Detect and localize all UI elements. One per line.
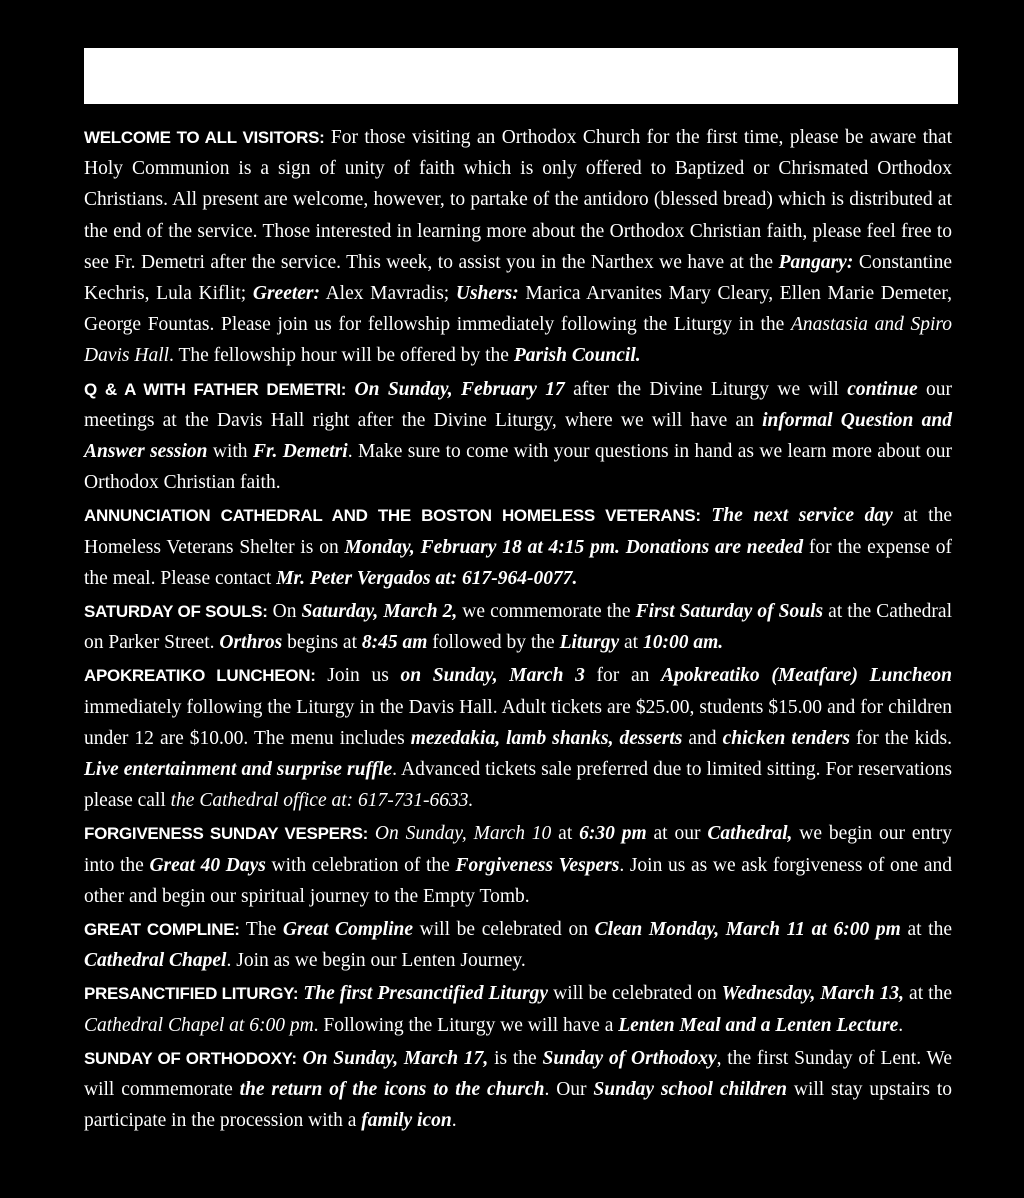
body-text xyxy=(368,823,375,844)
body-text: at the Homeless Veterans Shelter is on xyxy=(84,505,953,558)
announcement-heading: PRESANCTIFIED LITURGY: xyxy=(84,984,299,1004)
emphasis-text: Forgiveness Vespers xyxy=(455,854,620,876)
emphasis-text: chicken tenders xyxy=(722,727,850,749)
emphasis-text: Sunday of Orthodoxy xyxy=(542,1047,717,1069)
body-text: . Our xyxy=(544,1079,594,1101)
emphasis-text: Pangary: xyxy=(778,251,854,273)
body-text: at xyxy=(619,632,643,654)
announcement-paragraph xyxy=(84,596,952,658)
header-banner xyxy=(84,48,958,104)
announcement-heading: SATURDAY OF SOULS: xyxy=(84,602,268,622)
emphasis-text: Cathedral Chapel xyxy=(84,950,227,972)
announcement-heading: GREAT COMPLINE: xyxy=(84,920,240,940)
emphasis-text: The next service day xyxy=(711,505,893,527)
announcement-heading: FORGIVENESS SUNDAY VESPERS: xyxy=(84,824,369,844)
announcement-paragraph xyxy=(84,818,952,912)
emphasis-text: On Sunday, March 17, xyxy=(302,1047,489,1069)
emphasis-text: mezedakia, lamb shanks, desserts xyxy=(410,727,683,749)
body-text: . xyxy=(451,1110,457,1132)
body-text: . Join as we begin our Lenten Journey. xyxy=(226,950,526,972)
announcement-paragraph xyxy=(84,1043,952,1137)
emphasis-text: Parish Council. xyxy=(513,345,641,367)
emphasis-text: The first Presanctified Liturgy xyxy=(303,983,549,1005)
emphasis-text: informal Question and Answer session xyxy=(84,409,952,463)
emphasis-text: Clean Monday, March 11 at 6:00 pm xyxy=(594,919,901,941)
body-text: . Advanced tickets sale preferred due to limited sitting. For reservations please call xyxy=(84,759,952,812)
announcement-heading: SUNDAY OF ORTHODOXY: xyxy=(84,1048,297,1068)
emphasis-text: Apokreatiko (Meatfare) Luncheon xyxy=(661,665,952,687)
body-text: immediately following the Liturgy in the Davis Hall. Adult tickets are $25.00, students $15.00 and for children under 12 are $10.00. The menu includes xyxy=(84,696,952,749)
emphasis-text: the Cathedral office at: 617-731-6633. xyxy=(170,790,474,812)
body-text: . Join us as we ask forgiveness of one and other and begin our spiritual journey to the Empty Tomb. xyxy=(84,854,952,907)
emphasis-text: Anastasia and Spiro Davis Hall xyxy=(84,314,952,367)
emphasis-text: Cathedral Chapel at 6:00 pm xyxy=(84,1014,314,1036)
emphasis-text: Sunday school children xyxy=(593,1079,787,1101)
body-text: at the xyxy=(904,983,952,1005)
emphasis-text: Great 40 Days xyxy=(149,854,266,876)
body-text: with xyxy=(207,441,253,463)
emphasis-text: Live entertainment and surprise ruffle xyxy=(84,759,393,781)
announcement-heading: ANNUNCIATION CATHEDRAL AND THE BOSTON HOMELESS VETERANS: xyxy=(84,506,701,526)
body-text: for the kids. xyxy=(849,727,952,749)
body-text: Alex Mavradis; xyxy=(320,283,456,305)
body-text: will stay upstairs to participate in the procession with a xyxy=(84,1079,953,1132)
body-text: . The fellowship hour will be offered by the xyxy=(169,345,514,367)
announcement-paragraph xyxy=(84,122,952,372)
body-text: The xyxy=(239,919,283,941)
emphasis-text: Saturday, March 2, xyxy=(301,601,458,623)
emphasis-text: on Sunday, March 3 xyxy=(400,665,585,687)
body-text: for the expense of the meal. Please contact xyxy=(84,536,952,589)
announcement-heading: WELCOME TO ALL VISITORS: xyxy=(84,128,325,147)
announcement-paragraph xyxy=(84,914,952,976)
body-text: our meetings at the Davis Hall right after the Divine Liturgy, where we will have an xyxy=(84,378,953,431)
body-text xyxy=(346,379,354,400)
body-text: Join us xyxy=(315,665,401,687)
emphasis-text: the return of the icons to the church xyxy=(239,1079,545,1101)
emphasis-text: First Saturday of Souls xyxy=(635,601,824,623)
emphasis-text: Liturgy xyxy=(559,632,620,654)
body-text: will be celebrated on xyxy=(413,919,595,941)
body-text: is the xyxy=(488,1047,543,1069)
body-text: . xyxy=(898,1014,904,1036)
body-text: begins at xyxy=(282,632,362,654)
body-text: , the first Sunday of Lent. We will commemorate xyxy=(84,1047,953,1101)
body-text: at our xyxy=(646,823,708,845)
emphasis-text: continue xyxy=(847,378,918,400)
emphasis-text: Monday, February 18 at 4:15 pm. Donations are needed xyxy=(344,536,804,558)
body-text: and xyxy=(682,727,723,749)
emphasis-text: Lenten Meal and a Lenten Lecture xyxy=(618,1014,899,1036)
body-text: . Make sure to come with your questions in hand as we learn more about our Orthodox Christian faith. xyxy=(84,441,952,494)
emphasis-text: Ushers: xyxy=(455,283,519,305)
body-text: with celebration of the xyxy=(265,854,456,876)
body-text: at the Cathedral on Parker Street. xyxy=(84,601,952,654)
body-text: will be celebrated on xyxy=(548,983,722,1005)
announcement-paragraph xyxy=(84,978,952,1040)
announcements-list xyxy=(84,122,952,1139)
emphasis-text: Mr. Peter Vergados at: 617-964-0077. xyxy=(276,567,578,589)
body-text: Marica Arvanites Mary Cleary, Ellen Marie Demeter, George Fountas. Please join us for fellowship immediately following the Liturgy in the xyxy=(84,283,952,336)
emphasis-text: On Sunday, February 17 xyxy=(354,378,565,400)
emphasis-text: 6:30 pm xyxy=(579,823,647,845)
body-text: On xyxy=(267,601,302,623)
emphasis-text: family icon xyxy=(361,1110,452,1132)
body-text: at the xyxy=(900,919,952,941)
body-text: after the Divine Liturgy we will xyxy=(564,378,848,400)
body-text: Constantine Kechris, Lula Kiflit; xyxy=(84,251,952,305)
announcement-heading: APOKREATIKO LUNCHEON: xyxy=(84,666,316,686)
body-text: for an xyxy=(584,665,662,687)
emphasis-text: On Sunday, March 10 xyxy=(374,823,552,845)
emphasis-text: Fr. Demetri xyxy=(252,441,348,463)
announcement-heading: Q & A WITH FATHER DEMETRI: xyxy=(84,379,347,399)
body-text: followed by the xyxy=(427,632,560,654)
body-text xyxy=(701,505,712,526)
body-text: we commemorate the xyxy=(457,601,636,623)
body-text: at xyxy=(551,823,580,845)
announcement-paragraph xyxy=(84,660,952,816)
emphasis-text: Greeter: xyxy=(252,283,321,305)
announcement-paragraph xyxy=(84,374,952,499)
emphasis-text: Wednesday, March 13, xyxy=(721,983,904,1005)
emphasis-text: Cathedral, xyxy=(707,823,793,845)
body-text: For those visiting an Orthodox Church for the first time, please be aware that Holy Communion is a sign of unity of faith which is only offered to Baptized or Chrismated Orthodox Christians. All present are welcome, however, to partake of the antidoro (blessed bread) which is distributed at the end of the service. Those interested in learning more about the Orthodox Christian faith, please feel free to see Fr. Demetri after the service. This week, to assist you in the Narthex we have at the xyxy=(84,127,952,273)
emphasis-text: Great Compline xyxy=(282,919,414,941)
emphasis-text: 8:45 am xyxy=(361,632,428,654)
body-text: we begin our entry into the xyxy=(84,823,952,876)
announcement-paragraph xyxy=(84,500,952,594)
body-text: . Following the Liturgy we will have a xyxy=(313,1014,619,1036)
emphasis-text: 10:00 am. xyxy=(642,632,724,654)
emphasis-text: Orthros xyxy=(219,632,283,654)
